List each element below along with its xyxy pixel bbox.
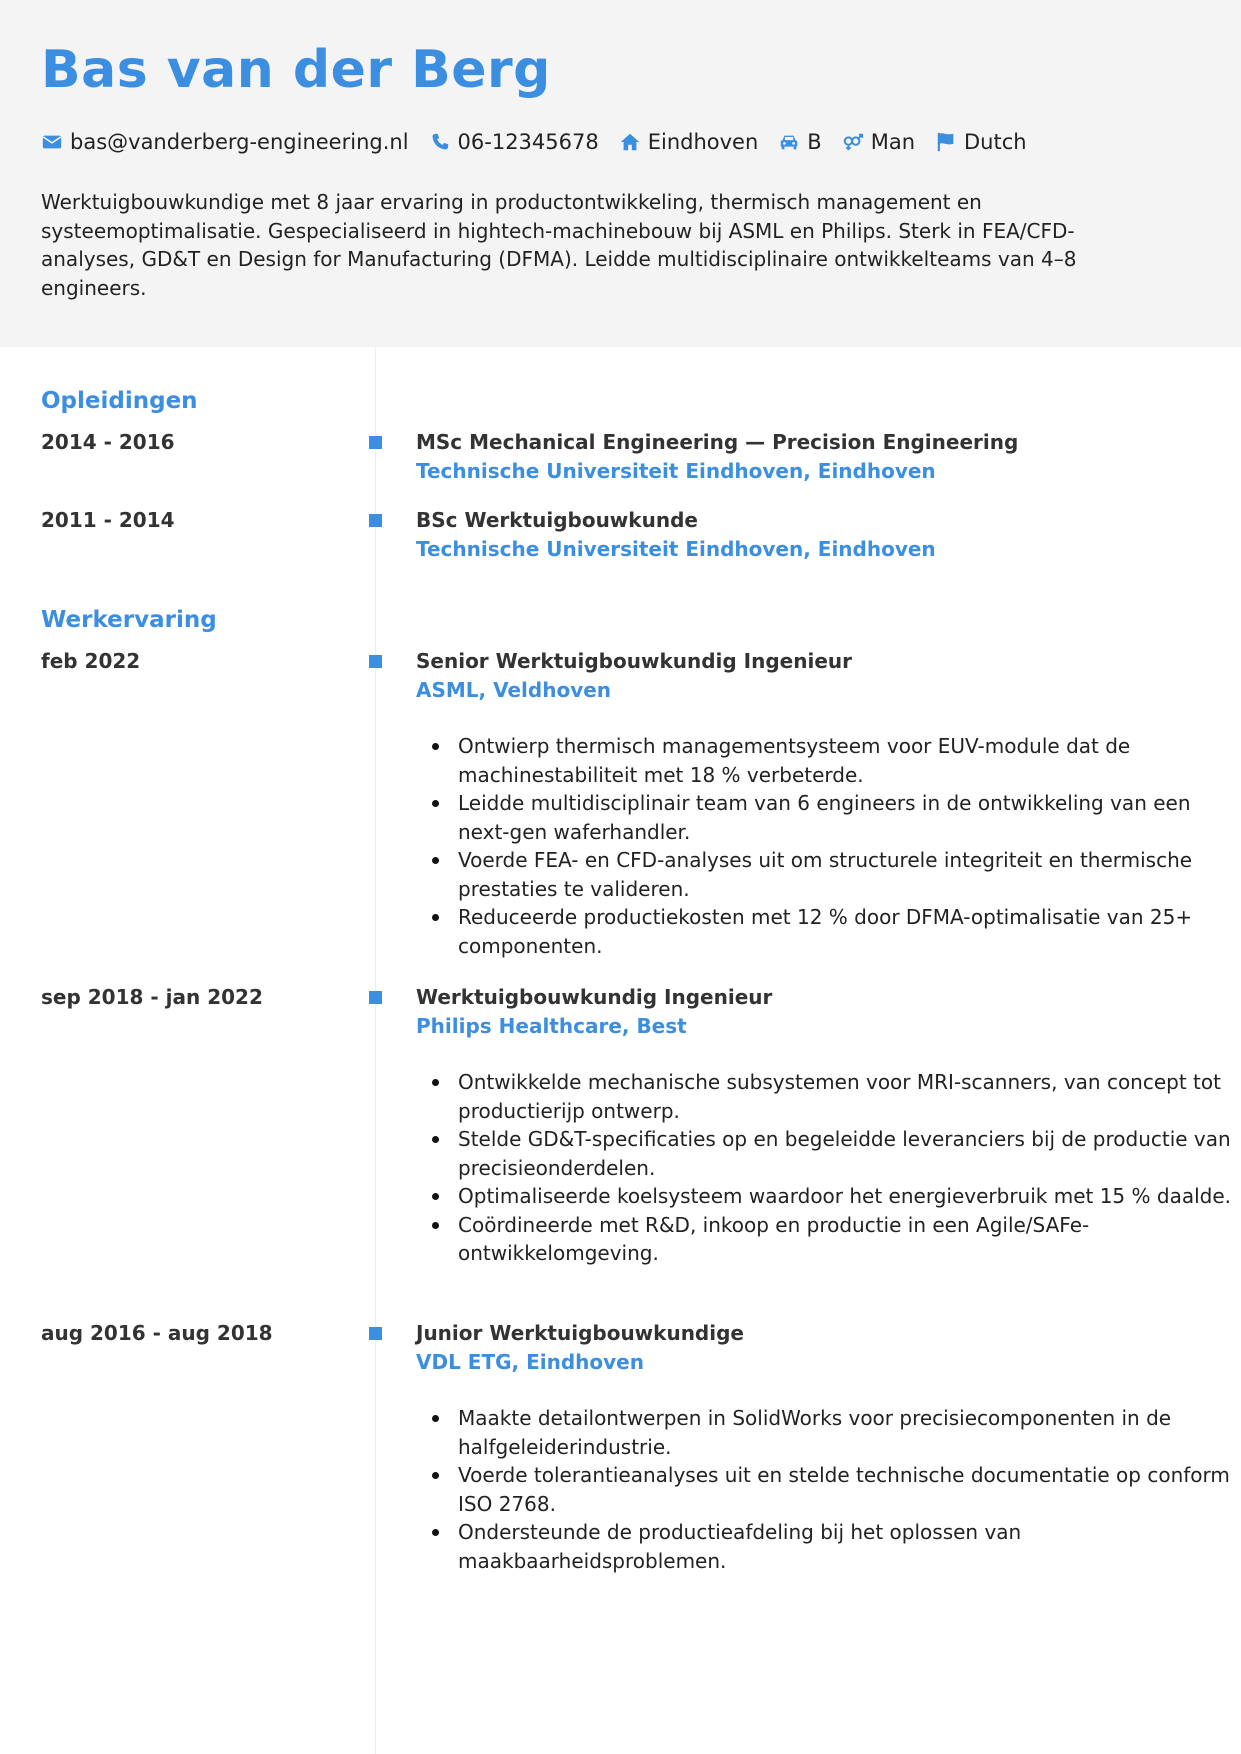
timeline-marker [369,514,382,527]
responsibilities-list [416,732,1233,960]
flag-icon [935,131,957,153]
city-text: Eindhoven [647,130,759,154]
list-item: Stelde GD&T-specificaties op en begeleidde leveranciers bij de productie van precisieonderdelen. [458,1125,1233,1182]
entry-title: Junior Werktuigbouwkundige [416,1321,744,1345]
phone-text: 06-12345678 [457,130,599,154]
education-heading: Opleidingen [41,388,198,414]
contact-gender [842,130,915,154]
list-item: Reduceerde productiekosten met 12 % door DFMA-optimalisatie van 25+ componenten. [458,903,1233,960]
gender-icon [842,131,864,153]
profile-summary: Werktuigbouwkundige met 8 jaar ervaring in productontwikkeling, thermisch management en systeemoptimalisatie. Gespecialiseerd in hightech-machinebouw bij ASML en Philips. Sterk in FEA/CFD-analyses, GD&T en Design for Manufacturing (DFMA). Leidde multidisciplinaire ontwikkelteams van 4–8 engineers. [41,190,1077,300]
timeline-divider [375,347,376,1754]
candidate-name: Bas van der Berg [41,40,551,100]
nationality-text: Dutch [964,130,1027,154]
contact-phone[interactable] [429,130,599,154]
entry-organization: VDL ETG, Eindhoven [416,1350,644,1374]
entry-title: Werktuigbouwkundig Ingenieur [416,985,773,1009]
car-icon [778,131,800,153]
responsibilities-list [416,1068,1233,1268]
contact-license [778,130,821,154]
entry-date: sep 2018 - jan 2022 [41,985,263,1009]
entry-date: feb 2022 [41,649,141,673]
timeline-marker [369,991,382,1004]
responsibilities-list [416,1404,1233,1575]
timeline-marker [369,655,382,668]
contact-nationality [935,130,1027,154]
list-item: Ondersteunde de productieafdeling bij het oplossen van maakbaarheidsproblemen. [458,1518,1233,1575]
list-item: Ontwikkelde mechanische subsystemen voor MRI-scanners, van concept tot productierijp ontwerp. [458,1068,1233,1125]
entry-title: MSc Mechanical Engineering — Precision Engineering [416,430,1019,454]
entry-organization: Philips Healthcare, Best [416,1014,687,1038]
entry-date: 2011 - 2014 [41,508,175,532]
list-item: Maakte detailontwerpen in SolidWorks voor precisiecomponenten in de halfgeleiderindustrie. [458,1404,1233,1461]
list-item: Optimaliseerde koelsysteem waardoor het energieverbruik met 15 % daalde. [458,1182,1233,1211]
entry-organization: Technische Universiteit Eindhoven, Eindhoven [416,537,936,561]
entry-title: Senior Werktuigbouwkundig Ingenieur [416,649,852,673]
list-item: Coördineerde met R&D, inkoop en productie in een Agile/SAFe-ontwikkelomgeving. [458,1211,1233,1268]
list-item: Voerde tolerantieanalyses uit en stelde technische documentatie op conform ISO 2768. [458,1461,1233,1518]
phone-icon [429,131,451,153]
entry-date: aug 2016 - aug 2018 [41,1321,273,1345]
email-text: bas@vanderberg-engineering.nl [70,130,409,154]
experience-heading: Werkervaring [41,607,217,633]
timeline-marker [369,436,382,449]
entry-organization: Technische Universiteit Eindhoven, Eindhoven [416,459,936,483]
list-item: Leidde multidisciplinair team van 6 engineers in de ontwikkeling van een next-gen waferhandler. [458,789,1233,846]
contact-city [619,130,759,154]
entry-date: 2014 - 2016 [41,430,175,454]
timeline-marker [369,1327,382,1340]
license-text: B [807,130,822,154]
list-item: Ontwierp thermisch managementsysteem voor EUV-module dat de machinestabiliteit met 18 % verbeterde. [458,732,1233,789]
entry-title: BSc Werktuigbouwkunde [416,508,698,532]
list-item: Voerde FEA- en CFD-analyses uit om structurele integriteit en thermische prestaties te valideren. [458,846,1233,903]
home-icon [619,131,641,153]
header [0,0,1241,347]
entry-organization: ASML, Veldhoven [416,678,612,702]
gender-text: Man [870,130,915,154]
contact-bar [41,128,1047,156]
contact-email[interactable] [41,130,409,154]
envelope-icon [41,131,63,153]
